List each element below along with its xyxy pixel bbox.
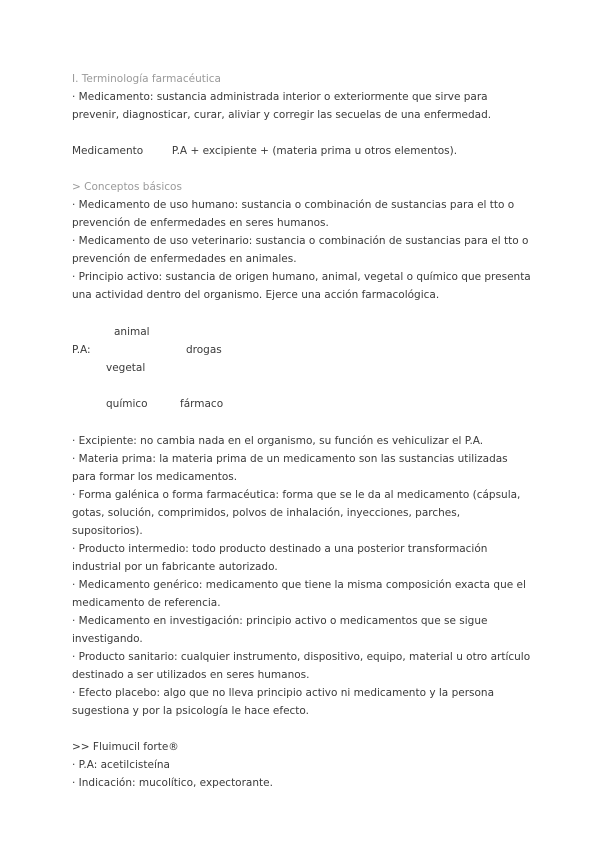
diagram-farmaco: fármaco (180, 398, 224, 410)
section-heading: I. Terminología farmacéutica (72, 73, 221, 85)
diagram-pa: P.A: (72, 344, 91, 356)
definition-item: · Medicamento genérico: medicamento que tiene la misma composición exacta que el medicamento de referencia. (72, 579, 526, 609)
definition-item: · Producto sanitario: cualquier instrumento, dispositivo, equipo, material u otro artículo destinado a ser utilizados en seres humanos. (72, 651, 531, 681)
definition-item: · Producto intermedio: todo producto destinado a una posterior transformación industrial por un fabricante autorizado. (72, 543, 488, 573)
formula-line (72, 142, 532, 160)
fluimucil-pa: · P.A: acetilcisteína (72, 759, 170, 771)
concepto-item: · Medicamento de uso veterinario: sustancia o combinación de sustancias para el tto o prevención de enfermedades en animales. (72, 235, 529, 265)
formula-left: Medicamento (72, 145, 144, 157)
concepto-item: · Medicamento de uso humano: sustancia o combinación de sustancias para el tto o prevención de enfermedades en seres humanos. (72, 199, 515, 229)
diagram-animal: animal (114, 326, 150, 338)
definition-item: · Medicamento en investigación: principio activo o medicamentos que se sigue investigando. (72, 615, 488, 645)
concepto-item: · Principio activo: sustancia de origen humano, animal, vegetal o químico que presenta una actividad dentro del organismo. Ejerce una acción farmacológica. (72, 271, 531, 301)
diagram-vegetal: vegetal (106, 362, 146, 374)
definition-item: · Materia prima: la materia prima de un medicamento son las sustancias utilizadas para formar los medicamentos. (72, 453, 508, 483)
pa-diagram (72, 304, 532, 432)
definition-item: · Forma galénica o forma farmacéutica: forma que se le da al medicamento (cápsula, gotas, solución, comprimidos, polvos de inhalación, inyecciones, parches, supositorios). (72, 489, 521, 537)
diagram-quimico: químico (106, 398, 148, 410)
fluimucil-indicacion: · Indicación: mucolítico, expectorante. (72, 777, 273, 789)
document-page (72, 70, 532, 792)
conceptos-heading: > Conceptos básicos (72, 181, 182, 193)
fluimucil-heading: >> Fluimucil forte® (72, 741, 179, 753)
definition-item: · Excipiente: no cambia nada en el organismo, su función es vehiculizar el P.A. (72, 435, 484, 447)
medicamento-definition: · Medicamento: sustancia administrada interior o exteriormente que sirve para prevenir, diagnosticar, curar, aliviar y corregir las secuelas de una enfermedad. (72, 91, 492, 121)
definition-item: · Efecto placebo: algo que no lleva principio activo ni medicamento y la persona sugestiona y por la psicología le hace efecto. (72, 687, 495, 717)
formula-right: P.A + excipiente + (materia prima u otros elementos). (171, 145, 458, 157)
diagram-drogas: drogas (186, 344, 222, 356)
